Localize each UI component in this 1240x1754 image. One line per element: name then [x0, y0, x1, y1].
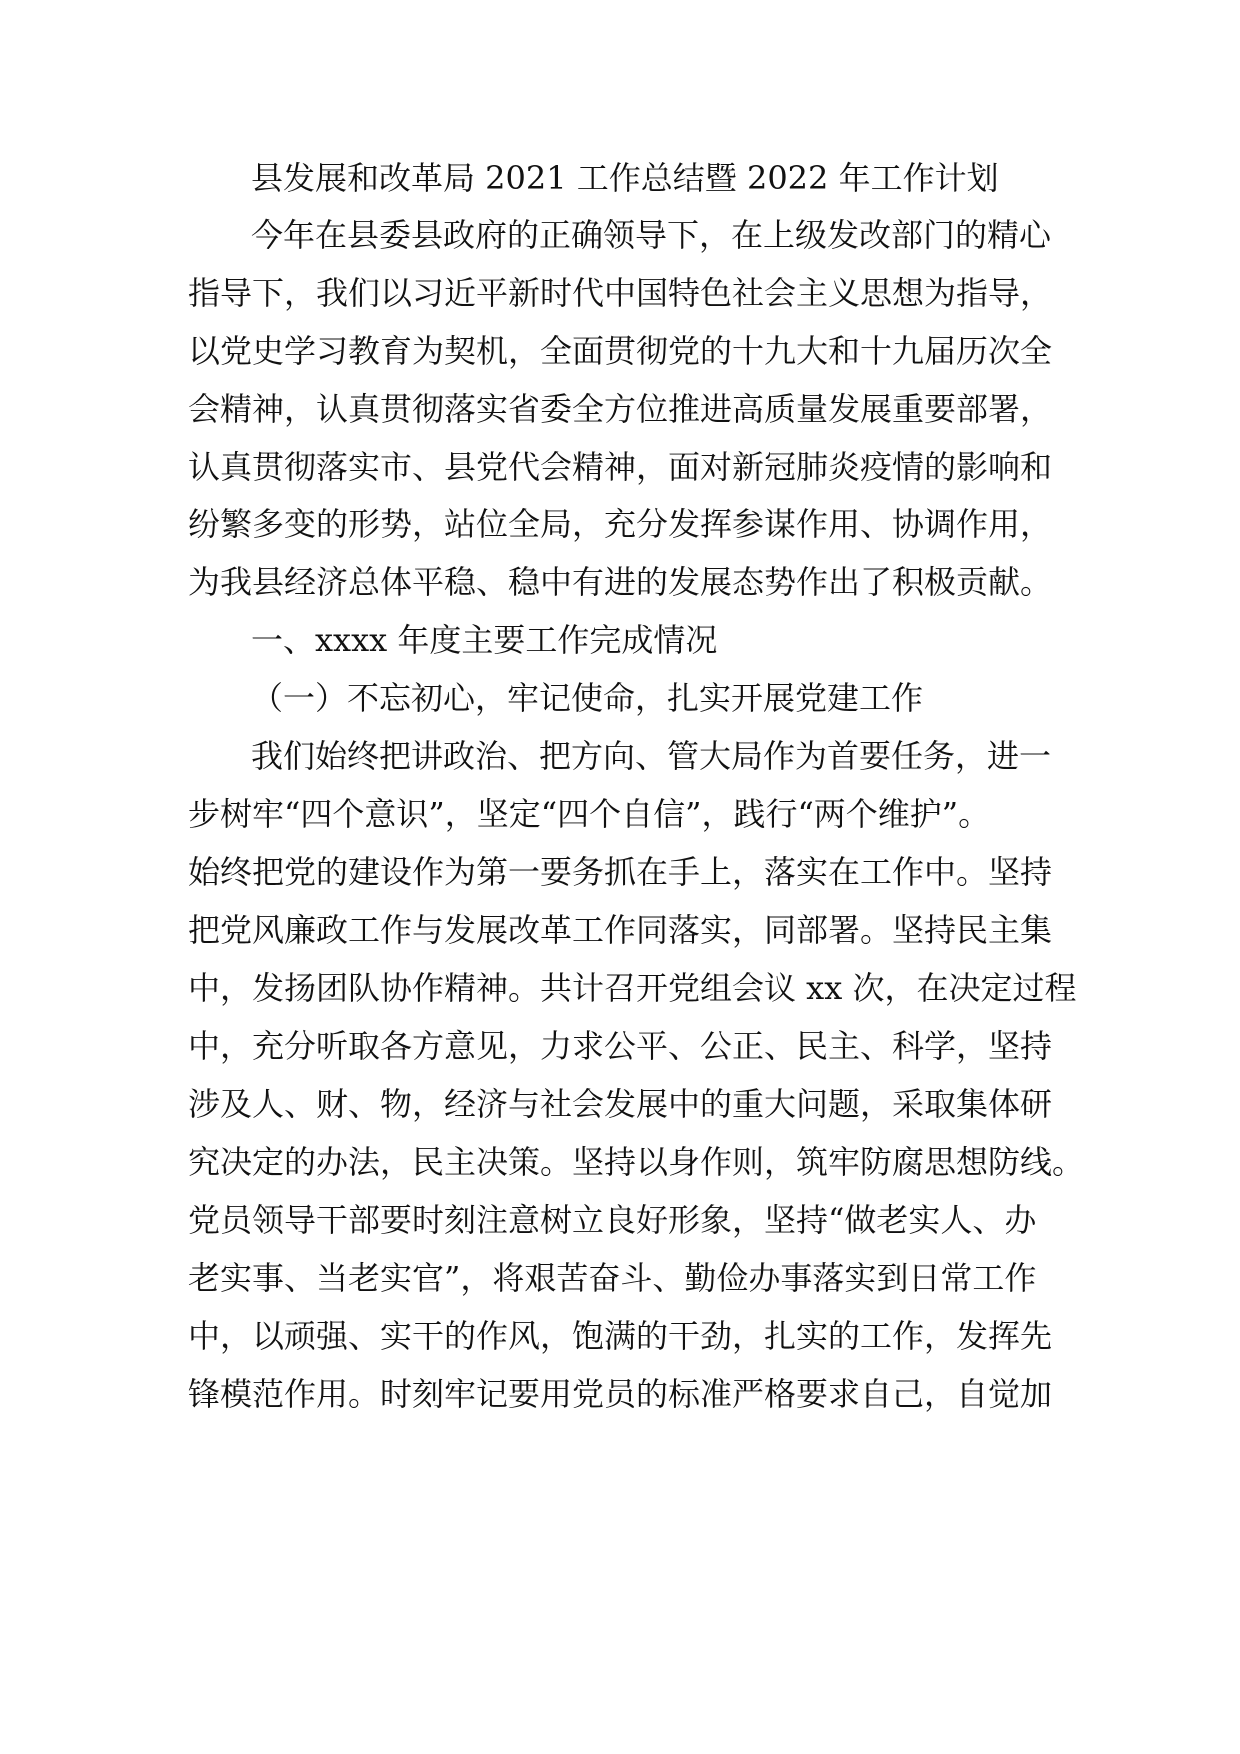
paragraph-line: 老实事、当老实官”，将艰苦奋斗、勤俭办事落实到日常工作	[188, 1259, 1037, 1297]
paragraph-line: 始终把党的建设作为第一要务抓在手上，落实在工作中。坚持	[188, 853, 1053, 891]
paragraph-line: 以党史学习教育为契机，全面贯彻党的十九大和十九届历次全	[188, 332, 1053, 370]
paragraph-line: 涉及人、财、物，经济与社会发展中的重大问题，采取集体研	[188, 1085, 1053, 1123]
paragraph-line: 锋模范作用。时刻牢记要用党员的标准严格要求自己，自觉加	[188, 1375, 1053, 1413]
paragraph-line: 纷繁多变的形势，站位全局，充分发挥参谋作用、协调作用，	[188, 505, 1053, 543]
subsection-heading: （一）不忘初心，牢记使命，扎实开展党建工作	[251, 679, 924, 717]
paragraph-line: 中，充分听取各方意见，力求公平、公正、民主、科学，坚持	[188, 1027, 1053, 1065]
paragraph-line: 指导下，我们以习近平新时代中国特色社会主义思想为指导，	[188, 274, 1053, 312]
paragraph-line: 究决定的办法，民主决策。坚持以身作则，筑牢防腐思想防线。	[188, 1143, 1085, 1181]
paragraph-line: 步树牢“四个意识”，坚定“四个自信”，践行“两个维护”。	[188, 795, 991, 833]
paragraph-line: 中，发扬团队协作精神。共计召开党组会议 xx 次，在决定过程	[188, 969, 1077, 1007]
paragraph-line: 把党风廉政工作与发展改革工作同落实，同部署。坚持民主集	[188, 911, 1053, 949]
paragraph-line: 党员领导干部要时刻注意树立良好形象，坚持“做老实人、办	[188, 1201, 1037, 1239]
document-title: 县发展和改革局 2021 工作总结暨 2022 年工作计划	[251, 159, 999, 197]
paragraph-line: 中，以顽强、实干的作风，饱满的干劲，扎实的工作，发挥先	[188, 1317, 1053, 1355]
paragraph-line: 会精神，认真贯彻落实省委全方位推进高质量发展重要部署，	[188, 390, 1053, 428]
paragraph-line: 为我县经济总体平稳、稳中有进的发展态势作出了积极贡献。	[188, 563, 1053, 601]
section-heading: 一、xxxx 年度主要工作完成情况	[251, 621, 718, 659]
paragraph-line: 认真贯彻落实市、县党代会精神，面对新冠肺炎疫情的影响和	[188, 448, 1053, 486]
paragraph-line: 我们始终把讲政治、把方向、管大局作为首要任务，进一	[251, 737, 1052, 775]
paragraph-line: 今年在县委县政府的正确领导下，在上级发改部门的精心	[251, 216, 1052, 254]
